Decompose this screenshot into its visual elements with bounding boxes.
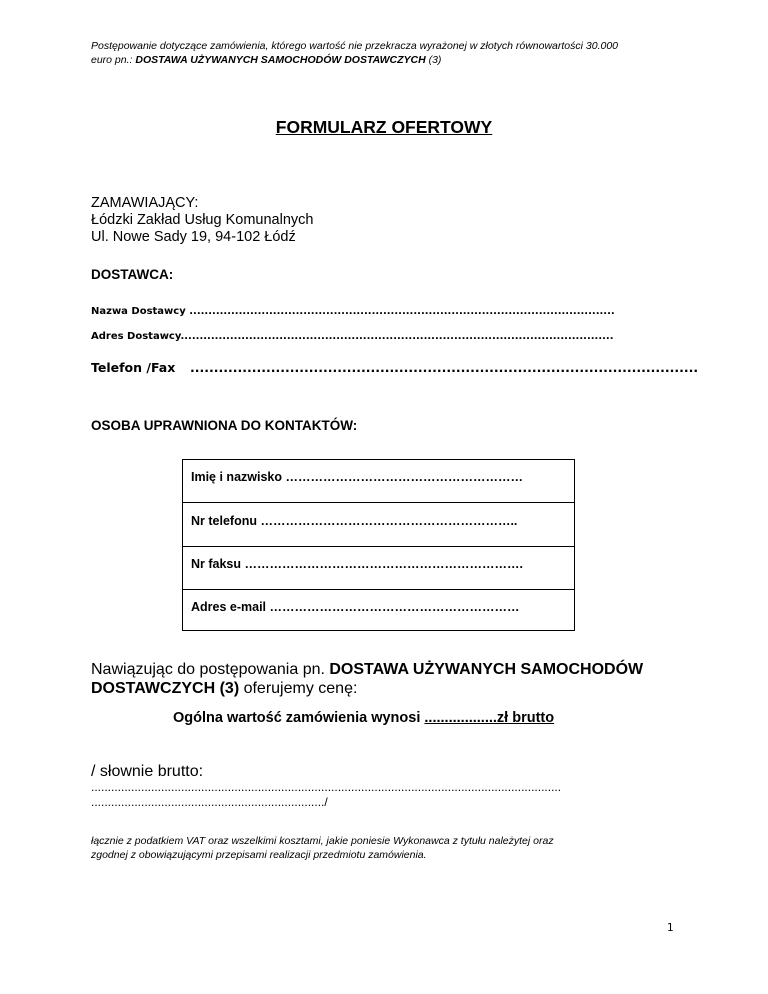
divider [183, 589, 574, 590]
offer-procurement-name-cont: DOSTAWCZYCH (3) [91, 680, 240, 697]
client-label: ZAMAWIAJĄCY: [91, 195, 199, 211]
offer-line-2 [91, 679, 357, 698]
header-line-2-prefix: euro pn.: [91, 54, 136, 66]
contact-phone-field[interactable]: Nr telefonu …………………………………………………….. [191, 514, 518, 528]
supplier-phone-field[interactable]: ........................................................................................................... [190, 360, 699, 375]
offer-procurement-name: DOSTAWA UŻYWANYCH SAMOCHODÓW [329, 661, 644, 678]
contact-email-field[interactable]: Adres e-mail …………………………………………………… [191, 600, 520, 614]
words-field-line-1[interactable]: ............................................................................................................................................. [91, 780, 562, 794]
client-address: Ul. Nowe Sady 19, 94-102 Łódź [91, 229, 296, 245]
header-line-2 [91, 54, 441, 66]
offer-total-field[interactable]: ..................zł brutto [424, 710, 555, 726]
offer-line-2-suffix: oferujemy cenę: [239, 680, 358, 697]
divider [183, 502, 574, 503]
contact-name-field[interactable]: Imię i nazwisko ………………………………………………… [191, 470, 523, 484]
footnote-line-1: łącznie z podatkiem VAT oraz wszelkimi kosztami, jakie poniesie Wykonawca z tytułu należytej oraz [91, 835, 554, 847]
client-name: Łódzki Zakład Usług Komunalnych [91, 212, 314, 228]
contact-heading: OSOBA UPRAWNIONA DO KONTAKTÓW: [91, 418, 358, 433]
offer-total-label: Ogólna wartość zamówienia wynosi [173, 710, 425, 726]
page-title: FORMULARZ OFERTOWY [275, 117, 493, 137]
footnote-line-2: zgodnej z obowiązującymi przepisami realizacji przedmiotu zamówienia. [91, 849, 427, 861]
supplier-address-field[interactable]: Adres Dostawcy.................................................................................................................. [91, 331, 614, 342]
header-line-2-suffix: (3) [425, 54, 442, 66]
offer-line-1-prefix: Nawiązując do postępowania pn. [91, 661, 330, 678]
page-number: 1 [667, 922, 674, 934]
supplier-heading: DOSTAWCA: [91, 267, 174, 282]
supplier-phone-label: Telefon /Fax [91, 360, 176, 375]
supplier-name-field[interactable]: Nazwa Dostawcy ................................................................................................................ [91, 306, 615, 317]
header-procurement-name: DOSTAWA UŻYWANYCH SAMOCHODÓW DOSTAWCZYCH [135, 54, 426, 66]
offer-line-1 [91, 660, 643, 679]
divider [183, 546, 574, 547]
contact-fax-field[interactable]: Nr faksu …………………………………………………………. [191, 557, 523, 571]
words-field-line-2[interactable]: ....................................................................../ [91, 795, 328, 809]
contact-box [182, 459, 575, 631]
offer-total [173, 710, 554, 726]
words-label: / słownie brutto: [91, 763, 204, 780]
header-line-1: Postępowanie dotyczące zamówienia, którego wartość nie przekracza wyrażonej w złotych równowartości 30.000 [91, 40, 619, 52]
